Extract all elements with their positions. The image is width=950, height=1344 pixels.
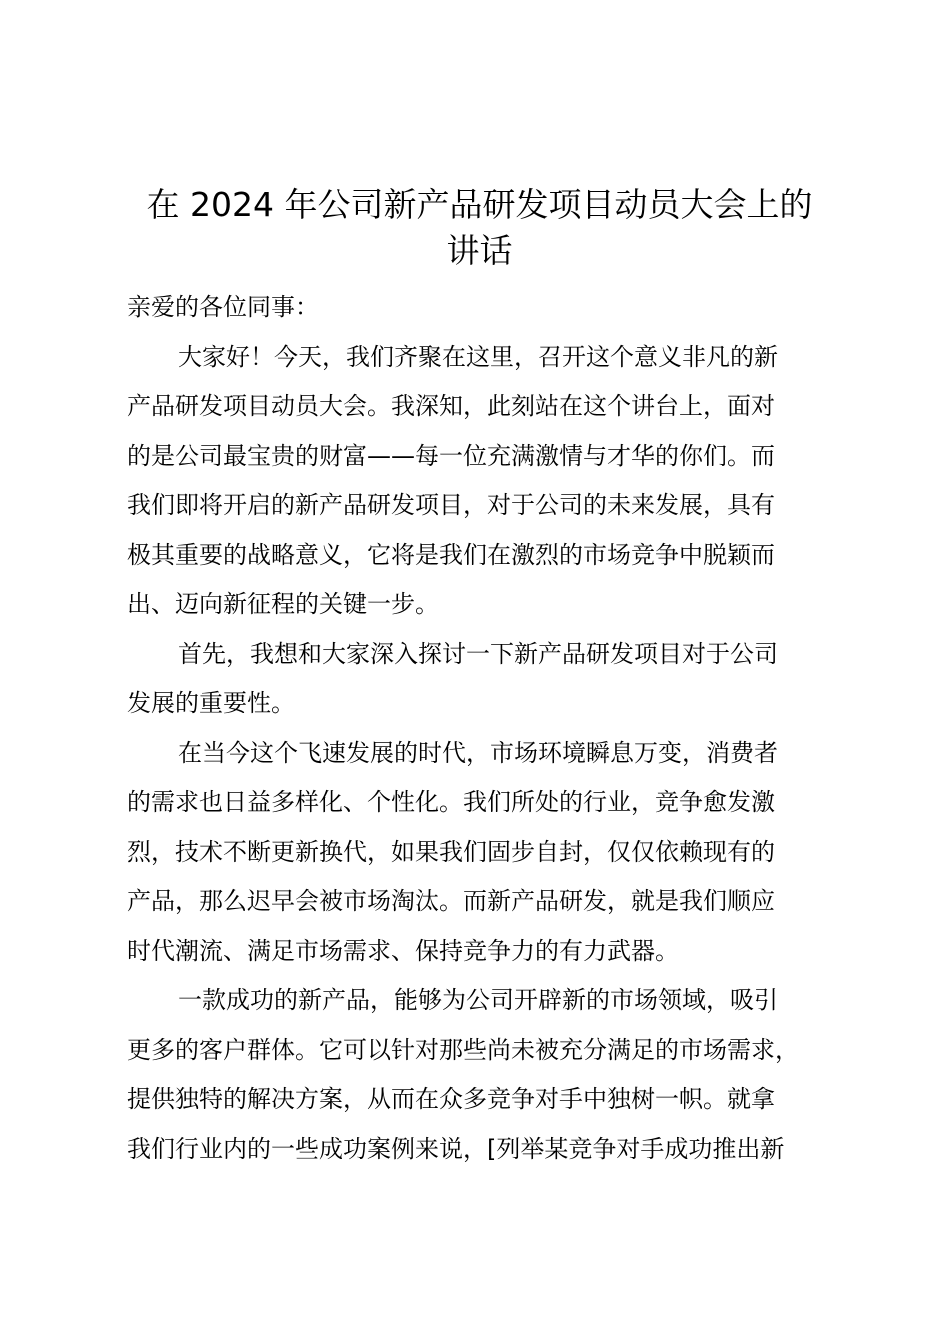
- paragraph-greeting: [127, 333, 832, 630]
- salutation-text: 亲爱的各位同事：: [127, 293, 319, 321]
- paragraph-line: 我们行业内的一些成功案例来说，[列举某竞争对手成功推出新: [127, 1134, 785, 1163]
- paragraph-line: 更多的客户群体。它可以针对那些尚未被充分满足的市场需求，: [127, 1035, 799, 1064]
- paragraph-line: 大家好！今天，我们齐聚在这里，召开这个意义非凡的新: [178, 342, 778, 371]
- paragraph-line: 我们即将开启的新产品研发项目，对于公司的未来发展，具有: [127, 491, 775, 519]
- title-line-2: 讲话: [446, 231, 513, 270]
- document-body: [127, 283, 832, 1174]
- paragraph-line: 产品，那么迟早会被市场淘汰。而新产品研发，就是我们顺应: [127, 887, 775, 915]
- paragraph-line: 提供独特的解决方案，从而在众多竞争对手中独树一帜。就拿: [127, 1085, 775, 1113]
- paragraph-line: 极其重要的战略意义，它将是我们在激烈的市场竞争中脱颖而: [127, 540, 775, 569]
- paragraph-line: 的需求也日益多样化、个性化。我们所处的行业，竞争愈发激: [127, 788, 775, 816]
- title-line-1: 在 2024 年公司新产品研发项目动员大会上的: [146, 185, 813, 224]
- paragraph-line: 时代潮流、满足市场需求、保持竞争力的有力武器。: [127, 936, 679, 965]
- paragraph-line: 的是公司最宝贵的财富——每一位充满激情与才华的你们。而: [127, 441, 775, 470]
- paragraph-line: 在当今这个飞速发展的时代，市场环境瞬息万变，消费者: [178, 738, 778, 767]
- paragraph-line: 一款成功的新产品，能够为公司开辟新的市场领域，吸引: [178, 986, 778, 1014]
- document-page: [127, 0, 832, 1344]
- paragraph-successful-product: [127, 976, 832, 1174]
- salutation: [127, 283, 832, 333]
- paragraph-line: 烈，技术不断更新换代，如果我们固步自封，仅仅依赖现有的: [127, 837, 775, 866]
- paragraph-line: 首先，我想和大家深入探讨一下新产品研发项目对于公司: [178, 639, 778, 668]
- paragraph-market-context: [127, 729, 832, 977]
- paragraph-importance-intro: [127, 630, 832, 729]
- paragraph-line: 产品研发项目动员大会。我深知，此刻站在这个讲台上，面对: [127, 392, 775, 420]
- document-title: [127, 182, 832, 274]
- paragraph-line: 发展的重要性。: [127, 689, 295, 717]
- paragraph-line: 出、迈向新征程的关键一步。: [127, 590, 439, 618]
